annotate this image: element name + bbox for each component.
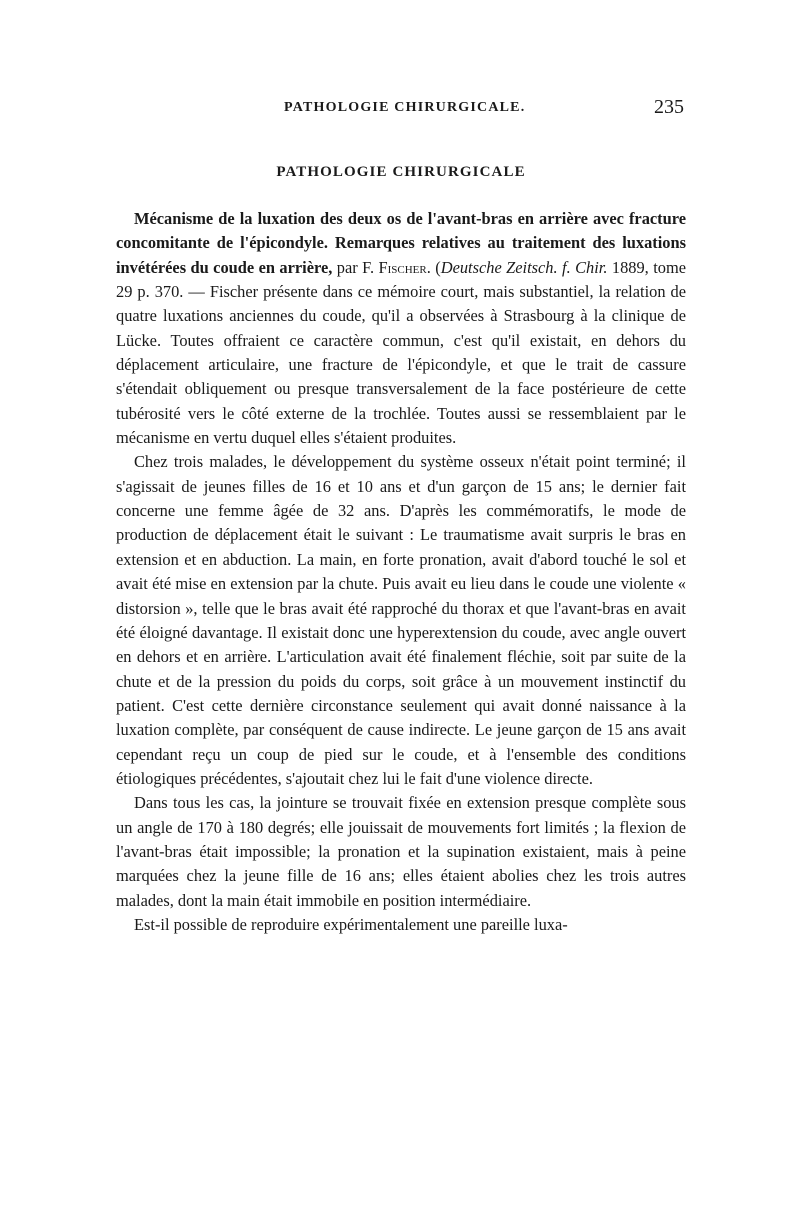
article-paragraph-1 — [116, 207, 686, 450]
article-title: Mécanisme de la luxation des deux os de l'avant-bras en arrière avec fracture concomitante de l'épicondyle. Remarques relatives au traitement des luxations invétérées du coude en arrière, — [116, 209, 686, 277]
citation-details: 1889, tome 29 p. 370. — [116, 257, 686, 302]
article-paragraph-4: Est-il possible de reproduire expérimentalement une pareille luxa- — [134, 914, 568, 934]
running-header — [116, 96, 686, 124]
article-paragraph-2: Chez trois malades, le développement du système osseux n'était point terminé; il s'agissait de jeunes filles de 16 et 10 ans et d'un garçon de 15 ans; le dernier fait concerne une femme âgée de 32 ans. D'après les commémoratifs, le mode de production de déplacement était le suivant : Le traumatisme avait surpris le bras en extension et en abduction. La main, en forte pronation, avait d'abord touché le sol et avait été mise en extension par la chute. Puis avait eu lieu dans le coude une violente « distorsion », telle que le bras avait été rapproché du thorax et que l'avant-bras en avait été éloigné davantage. Il existait donc une hyperextension du coude, avec angle ouvert en dehors et en arrière. L'articulation avait été finalement fléchie, soit par suite de la chute et de la pression du poids du corps, soit grâce à un mouvement instinctif du patient. C'est cette dernière circonstance seulement qui avait donné naissance à la luxation complète, par conséquent de cause indirecte. Le jeune garçon de 15 ans avait cependant reçu un coup de pied sur le coude, et à l'ensemble des conditions étiologiques précédentes, s'ajoutait chez lui le fait d'une violence directe. — [116, 452, 686, 788]
section-title: PATHOLOGIE CHIRURGICALE — [276, 164, 526, 180]
author-name: Fischer. — [378, 257, 431, 277]
article-paragraph-3: Dans tous les cas, la jointure se trouvait fixée en extension presque complète sous un angle de 170 à 180 degrés; elle jouissait de mouvements fort limités ; la flexion de l'avant-bras était impossible; la pronation et la supination existaient, mais à peine marquées chez la jeune fille de 16 ans; elles étaient abolies chez les trois autres malades, dont la main était immobile en position intermédiaire. — [116, 793, 686, 910]
paragraph-1-text: — Fischer présente dans ce mémoire court, mais substantiel, la relation de quatre luxations anciennes du coude, qu'il a observées à Strasbourg à la clinique de Lücke. Toutes offraient ce caractère commun, c'est qu'il existait, en dehors du déplacement articulaire, une fracture de l'épicondyle, et que le trait de cassure s'étendait obliquement ou presque transversalement de la face postérieure de cette tubérosité vers le côté externe de la trochlée. Toutes aussi se ressemblaient par le mécanisme en vertu duquel elles s'étaient produites. — [116, 282, 686, 448]
journal-name: Deutsche Zeitsch. f. Chir. — [440, 257, 608, 277]
article-body — [116, 207, 686, 937]
running-title: PATHOLOGIE CHIRURGICALE. — [284, 100, 526, 115]
author-prefix: par F. — [332, 257, 379, 277]
citation-open: ( — [430, 257, 441, 277]
page-number: 235 — [654, 96, 684, 118]
